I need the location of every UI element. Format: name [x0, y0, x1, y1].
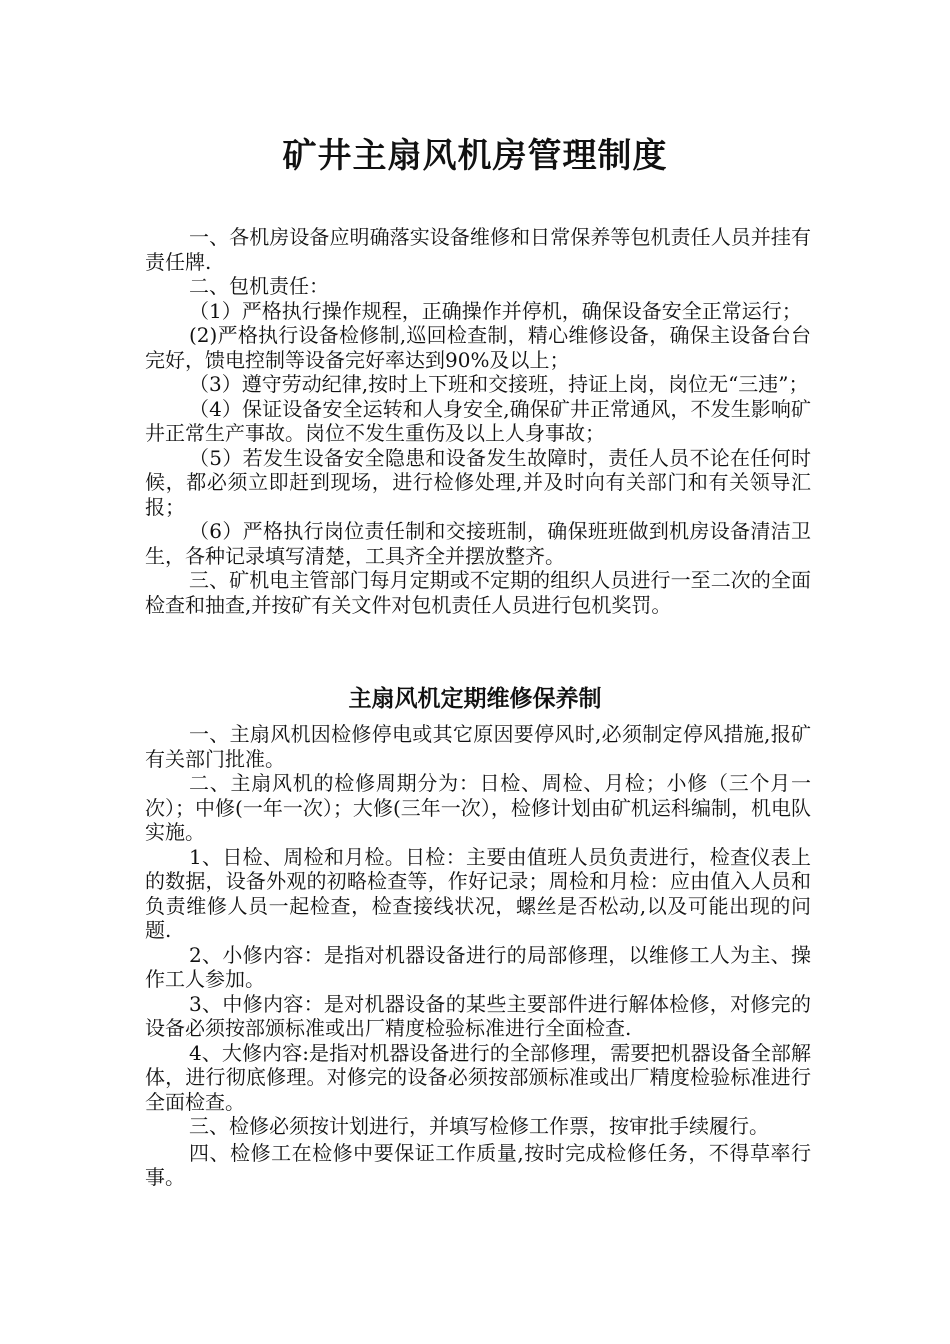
paragraph: (2)严格执行设备检修制,巡回检查制，精心维修设备，确保主设备台台完好，馈电控制等设备完好率达到90%及以上；: [145, 323, 811, 372]
paragraph: 一、各机房设备应明确落实设备维修和日常保养等包机责任人员并挂有责任牌.: [145, 225, 811, 274]
paragraph: （5）若发生设备安全隐患和设备发生故障时，责任人员不论在任何时候，都必须立即赶到现场，进行检修处理,并及时向有关部门和有关领导汇报；: [145, 445, 811, 519]
section-heading: 主扇风机定期维修保养制: [348, 685, 602, 712]
paragraph: （4）保证设备安全运转和人身安全,确保矿井正常通风，不发生影响矿井正常生产事故。岗位不发生重伤及以上人身事故；: [145, 396, 811, 445]
document-title: 矿井主扇风机房管理制度: [282, 136, 668, 176]
paragraph: 三、矿机电主管部门每月定期或不定期的组织人员进行一至二次的全面检查和抽查,并按矿有关文件对包机责任人员进行包机奖罚。: [145, 568, 811, 617]
paragraph: 1、日检、周检和月检。日检：主要由值班人员负责进行，检查仪表上的数据，设备外观的初略检查等，作好记录；周检和月检：应由值入人员和负责维修人员一起检查，检查接线状况，螺丝是否松动,以及可能出现的问题.: [145, 844, 811, 942]
paragraph: 二、包机责任：: [189, 274, 329, 298]
paragraph: （6）严格执行岗位责任制和交接班制，确保班班做到机房设备清洁卫生，各种记录填写清楚，工具齐全并摆放整齐。: [145, 519, 811, 568]
paragraph: （3）遵守劳动纪律,按时上下班和交接班，持证上岗，岗位无“三违”；: [189, 372, 809, 396]
paragraph: 2、小修内容：是指对机器设备进行的局部修理，以维修工人为主、操作工人参加。: [145, 942, 811, 991]
paragraph: 三、检修必须按计划进行，并填写检修工作票，按审批手续履行。: [189, 1114, 769, 1138]
paragraph: 四、检修工在检修中要保证工作质量,按时完成检修任务，不得草率行事。: [145, 1140, 811, 1189]
paragraph: 一、主扇风机因检修停电或其它原因要停风时,必须制定停风措施,报矿有关部门批准。: [145, 722, 811, 771]
management-rules-section: [145, 225, 811, 617]
paragraph: 3、中修内容：是对机器设备的某些主要部件进行解体检修，对修完的设备必须按部颁标准或出厂精度检验标准进行全面检查.: [145, 991, 811, 1040]
maintenance-rules-section: [145, 722, 811, 1190]
paragraph: 4、大修内容:是指对机器设备进行的全部修理，需要把机器设备全部解体，进行彻底修理。对修完的设备必须按部颁标准或出厂精度检验标准进行全面检查。: [145, 1040, 811, 1114]
paragraph: （1）严格执行操作规程，正确操作并停机，确保设备安全正常运行；: [189, 298, 802, 323]
paragraph: 二、主扇风机的检修周期分为：日检、周检、月检；小修（三个月一次）；中修(一年一次）；大修(三年一次），检修计划由矿机运科编制，机电队实施。: [145, 771, 811, 844]
